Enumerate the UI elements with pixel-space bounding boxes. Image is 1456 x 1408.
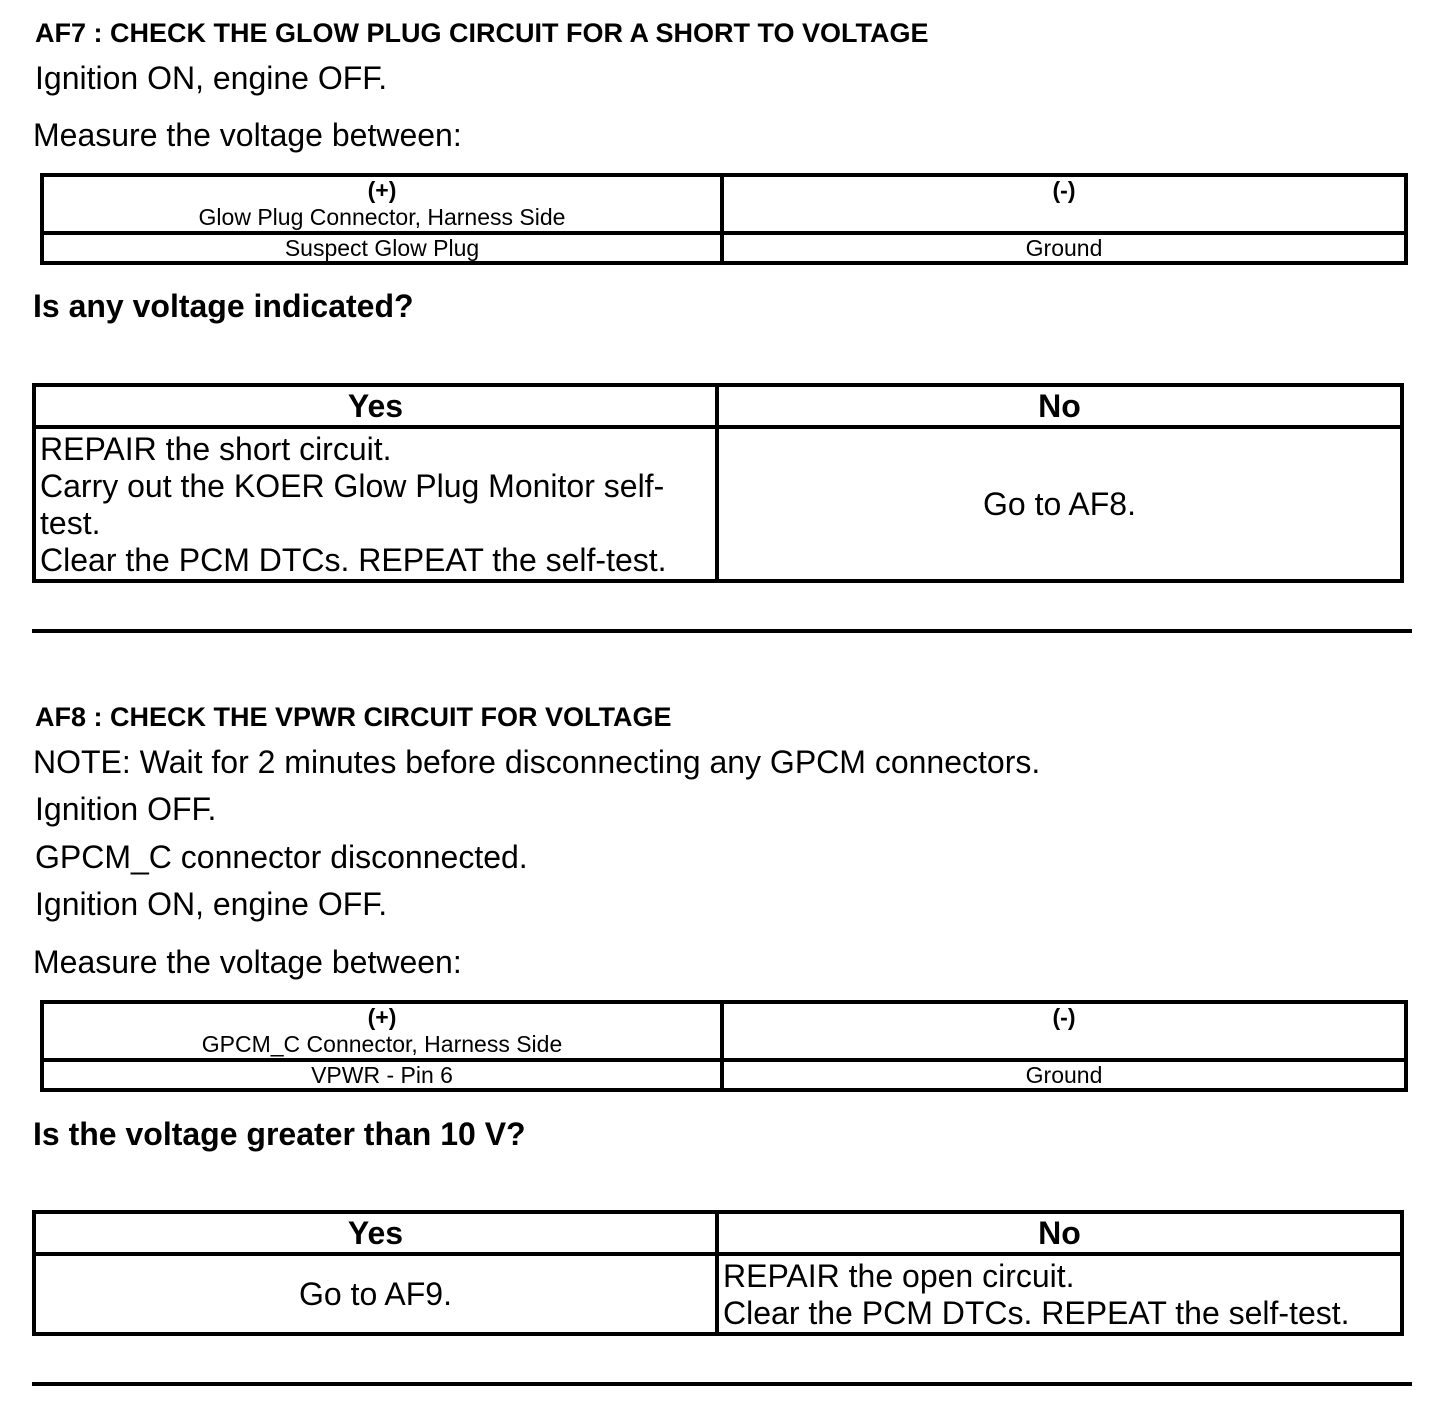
- af7-no-cell: [717, 427, 1402, 581]
- af7-yes-header: Yes: [34, 385, 717, 427]
- af7-plus-label: Glow Plug Connector, Harness Side: [198, 204, 566, 230]
- af8-plus-symbol: (+): [367, 1004, 397, 1030]
- af7-step-1: Ignition ON, engine OFF.: [35, 60, 388, 96]
- af8-minus-symbol: (-): [1052, 1004, 1076, 1030]
- af8-no-line-2: Clear the PCM DTCs. REPEAT the self-test.: [723, 1295, 1350, 1331]
- af7-measure-table: [40, 173, 1408, 265]
- af7-plus-header: [42, 175, 722, 233]
- af8-heading: AF8 : CHECK THE VPWR CIRCUIT FOR VOLTAGE: [35, 702, 672, 732]
- af7-minus-value: Ground: [722, 233, 1406, 263]
- af8-no-header: No: [717, 1212, 1402, 1254]
- af7-heading: AF7 : CHECK THE GLOW PLUG CIRCUIT FOR A SHORT TO VOLTAGE: [35, 18, 929, 48]
- af8-yes-line-1: Go to AF9.: [299, 1275, 452, 1312]
- bottom-divider: [32, 1382, 1412, 1386]
- af8-result-table: [32, 1210, 1404, 1336]
- af7-measure-intro: Measure the voltage between:: [33, 117, 462, 153]
- af8-plus-value: VPWR - Pin 6: [42, 1060, 722, 1090]
- af8-no-line-1: REPAIR the open circuit.: [723, 1258, 1075, 1294]
- af8-step-2: Ignition OFF.: [35, 791, 217, 827]
- af8-minus-header: [722, 1002, 1406, 1060]
- af8-yes-cell: [34, 1254, 717, 1334]
- af8-minus-value: Ground: [722, 1060, 1406, 1090]
- af8-measure-intro: Measure the voltage between:: [33, 944, 462, 980]
- af7-plus-value: Suspect Glow Plug: [42, 233, 722, 263]
- af7-yes-line-2: Carry out the KOER Glow Plug Monitor self-test.: [40, 468, 665, 541]
- af8-measure-table: [40, 1000, 1408, 1092]
- af8-no-cell: [717, 1254, 1402, 1334]
- af7-minus-symbol: (-): [1052, 177, 1076, 203]
- af7-yes-cell: [34, 427, 717, 581]
- af8-question: Is the voltage greater than 10 V?: [33, 1116, 526, 1152]
- af8-step-1: NOTE: Wait for 2 minutes before disconnecting any GPCM connectors.: [33, 744, 1041, 780]
- af7-yes-line-3: Clear the PCM DTCs. REPEAT the self-test.: [40, 542, 667, 578]
- af8-plus-label: GPCM_C Connector, Harness Side: [201, 1031, 563, 1057]
- af8-step-3: GPCM_C connector disconnected.: [35, 839, 528, 875]
- section-divider: [32, 629, 1412, 633]
- af8-step-4: Ignition ON, engine OFF.: [35, 886, 388, 922]
- af7-question: Is any voltage indicated?: [33, 288, 414, 324]
- af7-no-header: No: [717, 385, 1402, 427]
- af8-yes-header: Yes: [34, 1212, 717, 1254]
- af8-plus-header: [42, 1002, 722, 1060]
- af7-yes-line-1: REPAIR the short circuit.: [40, 431, 392, 467]
- af7-plus-symbol: (+): [367, 177, 397, 203]
- af7-no-line-1: Go to AF8.: [983, 485, 1136, 522]
- af7-result-table: [32, 383, 1404, 583]
- af7-minus-header: [722, 175, 1406, 233]
